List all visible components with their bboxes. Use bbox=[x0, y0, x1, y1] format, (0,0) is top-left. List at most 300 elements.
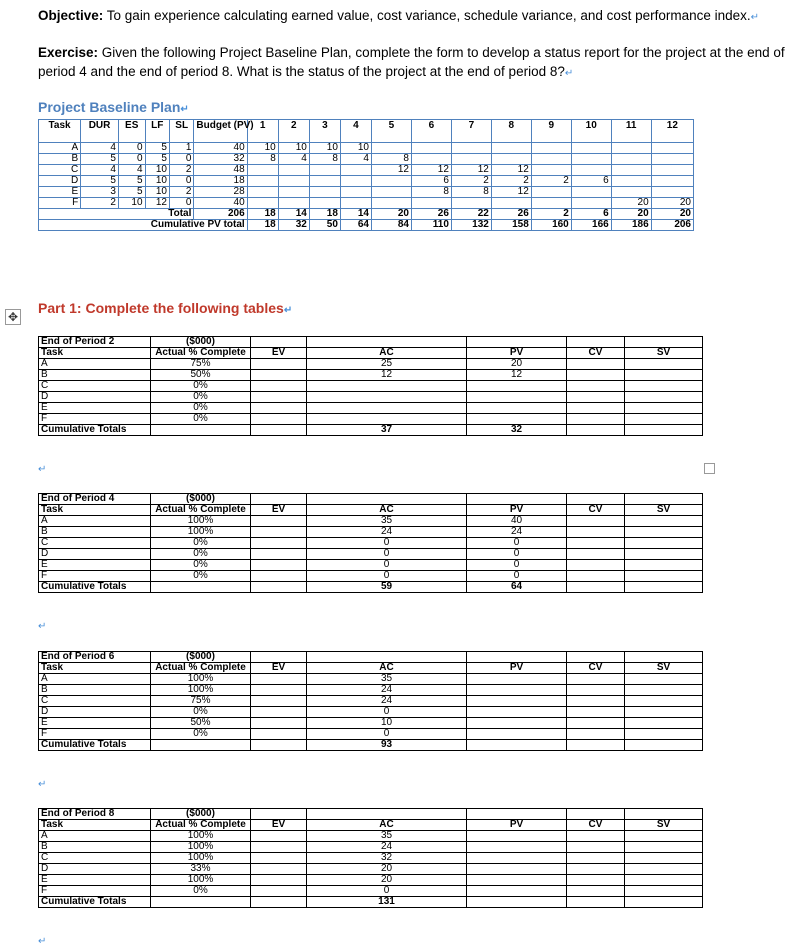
baseline-period-cell: 4 bbox=[340, 154, 371, 165]
report-value-cell[interactable] bbox=[251, 538, 307, 549]
report-value-cell bbox=[467, 674, 567, 685]
report-header-cell: PV bbox=[467, 663, 567, 674]
report-value-cell[interactable] bbox=[251, 696, 307, 707]
report-value-cell[interactable] bbox=[251, 842, 307, 853]
report-value-cell bbox=[307, 381, 467, 392]
report-header-cell: SV bbox=[625, 348, 703, 359]
report-value-cell: 12 bbox=[467, 370, 567, 381]
report-header-cell: CV bbox=[567, 348, 625, 359]
report-value-cell[interactable] bbox=[251, 403, 307, 414]
baseline-task-cell: C bbox=[39, 165, 81, 176]
report-header-row bbox=[39, 505, 703, 516]
report-header-cell: Actual % Complete bbox=[151, 348, 251, 359]
report-task-cell: E bbox=[39, 403, 151, 414]
baseline-period-cell: 2 bbox=[531, 176, 571, 187]
report-value-cell: 33% bbox=[151, 864, 251, 875]
report-value-cell: 20 bbox=[307, 875, 467, 886]
report-value-cell: 0% bbox=[151, 707, 251, 718]
baseline-header-cell: 9 bbox=[531, 120, 571, 143]
report-total-cell bbox=[567, 740, 625, 751]
report-value-cell[interactable] bbox=[625, 392, 703, 403]
report-value-cell: 0% bbox=[151, 392, 251, 403]
report-value-cell[interactable] bbox=[251, 359, 307, 370]
baseline-cumulative-cell: 166 bbox=[571, 220, 611, 231]
baseline-period-cell bbox=[611, 165, 651, 176]
report-blank-cell bbox=[567, 337, 625, 348]
report-value-cell[interactable] bbox=[625, 549, 703, 560]
baseline-total-cell: 2 bbox=[531, 209, 571, 220]
report-value-cell[interactable] bbox=[567, 538, 625, 549]
report-value-cell[interactable] bbox=[567, 718, 625, 729]
report-value-cell: 75% bbox=[151, 359, 251, 370]
report-value-cell[interactable] bbox=[625, 381, 703, 392]
baseline-cumulative-cell: 110 bbox=[411, 220, 451, 231]
report-value-cell[interactable] bbox=[567, 696, 625, 707]
baseline-cumulative-cell: 32 bbox=[278, 220, 309, 231]
baseline-period-cell bbox=[451, 154, 491, 165]
baseline-cumulative-cell: 50 bbox=[309, 220, 340, 231]
baseline-period-cell: 10 bbox=[340, 143, 371, 154]
baseline-period-cell: 4 bbox=[278, 154, 309, 165]
report-value-cell: 100% bbox=[151, 875, 251, 886]
baseline-dur-cell: 2 bbox=[81, 198, 119, 209]
report-value-cell[interactable] bbox=[625, 696, 703, 707]
baseline-row bbox=[39, 198, 694, 209]
report-value-cell[interactable] bbox=[251, 516, 307, 527]
report-value-cell[interactable] bbox=[251, 729, 307, 740]
report-task-cell: B bbox=[39, 370, 151, 381]
baseline-period-cell bbox=[278, 176, 309, 187]
report-total-cell bbox=[251, 740, 307, 751]
report-value-cell bbox=[467, 875, 567, 886]
report-value-cell[interactable] bbox=[625, 674, 703, 685]
report-unit: ($000) bbox=[151, 809, 251, 820]
report-header-cell: Task bbox=[39, 663, 151, 674]
report-task-cell: C bbox=[39, 381, 151, 392]
report-task-cell: F bbox=[39, 414, 151, 425]
baseline-period-cell bbox=[371, 143, 411, 154]
baseline-total-cell: 14 bbox=[340, 209, 371, 220]
report-value-cell bbox=[467, 718, 567, 729]
report-value-cell: 24 bbox=[307, 696, 467, 707]
report-task-cell: D bbox=[39, 392, 151, 403]
baseline-total-row bbox=[39, 209, 694, 220]
report-value-cell[interactable] bbox=[251, 875, 307, 886]
report-value-cell: 100% bbox=[151, 527, 251, 538]
report-value-cell[interactable] bbox=[567, 571, 625, 582]
report-value-cell[interactable] bbox=[625, 842, 703, 853]
baseline-period-cell: 2 bbox=[491, 176, 531, 187]
report-value-cell: 0 bbox=[307, 571, 467, 582]
report-total-label: Cumulative Totals bbox=[39, 740, 151, 751]
baseline-dur-cell: 4 bbox=[81, 165, 119, 176]
report-header-row bbox=[39, 663, 703, 674]
report-value-cell[interactable] bbox=[251, 831, 307, 842]
baseline-es-cell: 0 bbox=[118, 143, 145, 154]
baseline-lf-cell: 10 bbox=[145, 187, 169, 198]
report-value-cell[interactable] bbox=[251, 414, 307, 425]
report-value-cell[interactable] bbox=[625, 886, 703, 897]
report-value-cell[interactable] bbox=[625, 560, 703, 571]
report-value-cell[interactable] bbox=[567, 886, 625, 897]
baseline-period-cell bbox=[651, 187, 693, 198]
report-header-cell: PV bbox=[467, 348, 567, 359]
report-task-cell: C bbox=[39, 696, 151, 707]
report-value-cell[interactable] bbox=[567, 392, 625, 403]
baseline-es-cell: 5 bbox=[118, 187, 145, 198]
report-task-cell: A bbox=[39, 359, 151, 370]
report-value-cell: 0 bbox=[307, 707, 467, 718]
baseline-period-cell bbox=[340, 198, 371, 209]
report-row bbox=[39, 527, 703, 538]
report-total-cell bbox=[151, 582, 251, 593]
report-value-cell[interactable] bbox=[567, 414, 625, 425]
report-row bbox=[39, 560, 703, 571]
baseline-total-cell: 20 bbox=[651, 209, 693, 220]
part1-heading: Part 1: Complete the following tables↵ bbox=[38, 300, 293, 316]
baseline-header-cell: 8 bbox=[491, 120, 531, 143]
report-task-cell: B bbox=[39, 685, 151, 696]
report-header-cell: EV bbox=[251, 820, 307, 831]
report-value-cell: 24 bbox=[307, 842, 467, 853]
baseline-header-cell: ES bbox=[118, 120, 145, 143]
status-report-table bbox=[38, 651, 703, 751]
baseline-total-label: Total bbox=[39, 209, 194, 220]
report-blank-cell bbox=[467, 652, 567, 663]
report-value-cell[interactable] bbox=[625, 831, 703, 842]
report-value-cell[interactable] bbox=[251, 685, 307, 696]
report-value-cell[interactable] bbox=[625, 707, 703, 718]
baseline-header-cell: 3 bbox=[309, 120, 340, 143]
report-header-cell: EV bbox=[251, 663, 307, 674]
report-task-cell: A bbox=[39, 831, 151, 842]
baseline-total-cell: 20 bbox=[371, 209, 411, 220]
report-value-cell[interactable] bbox=[251, 853, 307, 864]
baseline-period-cell bbox=[611, 154, 651, 165]
baseline-period-cell bbox=[611, 143, 651, 154]
report-value-cell[interactable] bbox=[251, 864, 307, 875]
report-value-cell[interactable] bbox=[567, 516, 625, 527]
report-value-cell[interactable] bbox=[567, 853, 625, 864]
report-total-cell bbox=[151, 740, 251, 751]
report-value-cell[interactable] bbox=[625, 571, 703, 582]
report-value-cell[interactable] bbox=[567, 674, 625, 685]
report-value-cell[interactable] bbox=[251, 381, 307, 392]
report-total-cell bbox=[467, 740, 567, 751]
report-value-cell bbox=[467, 381, 567, 392]
report-task-cell: E bbox=[39, 560, 151, 571]
report-row bbox=[39, 392, 703, 403]
report-total-row bbox=[39, 425, 703, 436]
report-header-cell: EV bbox=[251, 348, 307, 359]
report-row bbox=[39, 685, 703, 696]
report-value-cell[interactable] bbox=[251, 571, 307, 582]
baseline-cumulative-cell: 64 bbox=[340, 220, 371, 231]
report-row bbox=[39, 886, 703, 897]
report-value-cell[interactable] bbox=[251, 674, 307, 685]
baseline-period-cell bbox=[278, 198, 309, 209]
report-row bbox=[39, 707, 703, 718]
baseline-lf-cell: 5 bbox=[145, 154, 169, 165]
baseline-period-cell bbox=[571, 187, 611, 198]
baseline-cumulative-cell: 158 bbox=[491, 220, 531, 231]
baseline-period-cell: 10 bbox=[278, 143, 309, 154]
baseline-period-cell bbox=[571, 165, 611, 176]
report-value-cell[interactable] bbox=[567, 381, 625, 392]
baseline-total-cell: 20 bbox=[611, 209, 651, 220]
baseline-period-cell bbox=[278, 165, 309, 176]
baseline-row bbox=[39, 154, 694, 165]
report-blank-cell bbox=[567, 494, 625, 505]
report-total-cell: 64 bbox=[467, 582, 567, 593]
report-value-cell: 20 bbox=[307, 864, 467, 875]
baseline-dur-cell: 3 bbox=[81, 187, 119, 198]
report-value-cell[interactable] bbox=[567, 560, 625, 571]
baseline-header-cell: 10 bbox=[571, 120, 611, 143]
report-value-cell[interactable] bbox=[625, 527, 703, 538]
table-move-handle[interactable]: ✥ bbox=[5, 309, 21, 325]
report-value-cell: 0% bbox=[151, 403, 251, 414]
report-value-cell[interactable] bbox=[625, 853, 703, 864]
report-value-cell[interactable] bbox=[567, 685, 625, 696]
report-task-cell: A bbox=[39, 516, 151, 527]
report-header-cell: Actual % Complete bbox=[151, 663, 251, 674]
exercise-label: Exercise: bbox=[38, 45, 99, 60]
baseline-header-cell: Task bbox=[39, 120, 81, 143]
report-total-cell bbox=[625, 582, 703, 593]
report-row bbox=[39, 414, 703, 425]
paragraph-mark: ↵ bbox=[38, 621, 47, 632]
baseline-header-cell: 11 bbox=[611, 120, 651, 143]
baseline-total-cell: 6 bbox=[571, 209, 611, 220]
baseline-lf-cell: 5 bbox=[145, 143, 169, 154]
report-value-cell: 0% bbox=[151, 886, 251, 897]
report-row bbox=[39, 831, 703, 842]
report-value-cell: 35 bbox=[307, 516, 467, 527]
report-total-label: Cumulative Totals bbox=[39, 582, 151, 593]
baseline-period-cell bbox=[531, 165, 571, 176]
report-value-cell[interactable] bbox=[251, 370, 307, 381]
report-task-cell: F bbox=[39, 886, 151, 897]
report-value-cell: 0 bbox=[467, 538, 567, 549]
report-blank-cell bbox=[467, 809, 567, 820]
report-value-cell: 0 bbox=[467, 549, 567, 560]
report-title-row bbox=[39, 652, 703, 663]
baseline-period-cell bbox=[247, 176, 278, 187]
report-header-row bbox=[39, 348, 703, 359]
report-value-cell[interactable] bbox=[567, 707, 625, 718]
baseline-budget-cell: 32 bbox=[194, 154, 247, 165]
report-value-cell[interactable] bbox=[625, 685, 703, 696]
report-header-cell: EV bbox=[251, 505, 307, 516]
baseline-dur-cell: 5 bbox=[81, 154, 119, 165]
baseline-cumulative-cell: 206 bbox=[651, 220, 693, 231]
report-total-cell: 32 bbox=[467, 425, 567, 436]
baseline-period-cell bbox=[531, 187, 571, 198]
report-row bbox=[39, 674, 703, 685]
baseline-period-cell bbox=[451, 198, 491, 209]
baseline-period-cell bbox=[371, 198, 411, 209]
baseline-header-cell: 2 bbox=[278, 120, 309, 143]
paragraph-mark: ↵ bbox=[38, 779, 47, 790]
table-resize-handle[interactable] bbox=[704, 463, 715, 474]
report-value-cell[interactable] bbox=[625, 864, 703, 875]
report-value-cell: 100% bbox=[151, 674, 251, 685]
baseline-header-cell: 7 bbox=[451, 120, 491, 143]
baseline-total-cell: 18 bbox=[247, 209, 278, 220]
baseline-period-cell: 12 bbox=[451, 165, 491, 176]
objective-label: Objective: bbox=[38, 8, 104, 23]
baseline-total-cell: 26 bbox=[411, 209, 451, 220]
report-value-cell: 100% bbox=[151, 842, 251, 853]
baseline-es-cell: 0 bbox=[118, 154, 145, 165]
report-header-cell: SV bbox=[625, 505, 703, 516]
report-task-cell: F bbox=[39, 571, 151, 582]
report-value-cell[interactable] bbox=[625, 875, 703, 886]
report-task-cell: C bbox=[39, 538, 151, 549]
report-value-cell: 25 bbox=[307, 359, 467, 370]
report-value-cell[interactable] bbox=[567, 875, 625, 886]
baseline-period-cell: 8 bbox=[411, 187, 451, 198]
report-value-cell[interactable] bbox=[567, 831, 625, 842]
report-task-cell: A bbox=[39, 674, 151, 685]
report-value-cell: 100% bbox=[151, 853, 251, 864]
report-value-cell: 0% bbox=[151, 538, 251, 549]
baseline-period-cell bbox=[531, 198, 571, 209]
baseline-period-cell bbox=[278, 187, 309, 198]
baseline-cumulative-cell: 18 bbox=[247, 220, 278, 231]
report-value-cell[interactable] bbox=[251, 707, 307, 718]
report-value-cell[interactable] bbox=[251, 560, 307, 571]
report-value-cell: 0 bbox=[307, 560, 467, 571]
report-row bbox=[39, 571, 703, 582]
baseline-total-cell: 18 bbox=[309, 209, 340, 220]
report-total-row bbox=[39, 740, 703, 751]
report-blank-cell bbox=[307, 494, 467, 505]
report-value-cell[interactable] bbox=[567, 370, 625, 381]
report-value-cell[interactable] bbox=[567, 549, 625, 560]
objective-paragraph: Objective: To gain experience calculating earned value, cost variance, schedule variance, and cost performance index.↵ bbox=[38, 8, 760, 23]
baseline-header-cell: Budget (PV) bbox=[194, 120, 247, 143]
report-value-cell[interactable] bbox=[625, 403, 703, 414]
baseline-heading: Project Baseline Plan↵ bbox=[38, 99, 189, 115]
report-total-cell bbox=[251, 425, 307, 436]
report-value-cell[interactable] bbox=[567, 729, 625, 740]
report-header-cell: AC bbox=[307, 663, 467, 674]
baseline-dur-cell: 5 bbox=[81, 176, 119, 187]
baseline-period-cell bbox=[340, 165, 371, 176]
report-value-cell[interactable] bbox=[567, 403, 625, 414]
baseline-task-cell: B bbox=[39, 154, 81, 165]
baseline-sl-cell: 0 bbox=[169, 176, 193, 187]
report-value-cell[interactable] bbox=[625, 729, 703, 740]
report-value-cell: 0 bbox=[307, 729, 467, 740]
report-value-cell[interactable] bbox=[567, 842, 625, 853]
report-row bbox=[39, 359, 703, 370]
report-row bbox=[39, 538, 703, 549]
report-title: End of Period 6 bbox=[39, 652, 151, 663]
report-value-cell: 35 bbox=[307, 674, 467, 685]
report-header-cell: AC bbox=[307, 820, 467, 831]
baseline-header-cell: 6 bbox=[411, 120, 451, 143]
report-value-cell[interactable] bbox=[625, 414, 703, 425]
baseline-period-cell bbox=[411, 154, 451, 165]
report-blank-cell bbox=[625, 337, 703, 348]
report-value-cell: 100% bbox=[151, 685, 251, 696]
baseline-period-cell: 8 bbox=[451, 187, 491, 198]
report-title: End of Period 2 bbox=[39, 337, 151, 348]
report-value-cell[interactable] bbox=[251, 392, 307, 403]
baseline-period-cell: 12 bbox=[491, 187, 531, 198]
baseline-cumulative-cell: 186 bbox=[611, 220, 651, 231]
report-total-cell bbox=[567, 897, 625, 908]
baseline-period-cell bbox=[340, 176, 371, 187]
report-value-cell[interactable] bbox=[625, 718, 703, 729]
objective-text: To gain experience calculating earned value, cost variance, schedule variance, and cost performance index. bbox=[103, 8, 751, 23]
baseline-sl-cell: 2 bbox=[169, 165, 193, 176]
report-value-cell: 50% bbox=[151, 718, 251, 729]
report-header-cell: AC bbox=[307, 505, 467, 516]
report-value-cell[interactable] bbox=[625, 516, 703, 527]
report-title-row bbox=[39, 337, 703, 348]
report-task-cell: C bbox=[39, 853, 151, 864]
baseline-period-cell: 8 bbox=[309, 154, 340, 165]
report-value-cell: 0 bbox=[467, 571, 567, 582]
report-value-cell: 24 bbox=[307, 527, 467, 538]
report-total-cell bbox=[151, 425, 251, 436]
baseline-period-cell bbox=[651, 154, 693, 165]
report-value-cell bbox=[467, 842, 567, 853]
report-value-cell[interactable] bbox=[567, 864, 625, 875]
exercise-text: Given the following Project Baseline Plan, complete the form to develop a status report for the project at the end of period 4 and the end of period 8. What is the status of the project at the end of period 8? bbox=[38, 45, 785, 79]
baseline-es-cell: 5 bbox=[118, 176, 145, 187]
report-value-cell[interactable] bbox=[567, 359, 625, 370]
report-value-cell[interactable] bbox=[625, 370, 703, 381]
status-report-table bbox=[38, 336, 703, 436]
report-value-cell[interactable] bbox=[251, 527, 307, 538]
baseline-lf-cell: 12 bbox=[145, 198, 169, 209]
report-value-cell[interactable] bbox=[567, 527, 625, 538]
report-total-cell bbox=[625, 425, 703, 436]
baseline-period-cell bbox=[411, 198, 451, 209]
paragraph-mark: ↵ bbox=[38, 936, 47, 947]
report-task-cell: E bbox=[39, 718, 151, 729]
report-header-cell: Actual % Complete bbox=[151, 820, 251, 831]
report-value-cell bbox=[467, 729, 567, 740]
report-total-cell bbox=[625, 740, 703, 751]
baseline-sl-cell: 0 bbox=[169, 154, 193, 165]
report-value-cell[interactable] bbox=[625, 538, 703, 549]
report-value-cell[interactable] bbox=[625, 359, 703, 370]
report-row bbox=[39, 370, 703, 381]
report-header-cell: AC bbox=[307, 348, 467, 359]
report-blank-cell bbox=[625, 809, 703, 820]
baseline-period-cell: 12 bbox=[371, 165, 411, 176]
baseline-header-row bbox=[39, 120, 694, 143]
report-value-cell: 100% bbox=[151, 516, 251, 527]
baseline-sl-cell: 0 bbox=[169, 198, 193, 209]
report-total-cell bbox=[467, 897, 567, 908]
baseline-period-cell bbox=[340, 187, 371, 198]
report-blank-cell bbox=[625, 494, 703, 505]
baseline-row bbox=[39, 165, 694, 176]
report-value-cell bbox=[467, 864, 567, 875]
baseline-period-cell bbox=[309, 187, 340, 198]
baseline-total-cell: 26 bbox=[491, 209, 531, 220]
report-value-cell[interactable] bbox=[251, 886, 307, 897]
report-value-cell[interactable] bbox=[251, 718, 307, 729]
report-value-cell[interactable] bbox=[251, 549, 307, 560]
